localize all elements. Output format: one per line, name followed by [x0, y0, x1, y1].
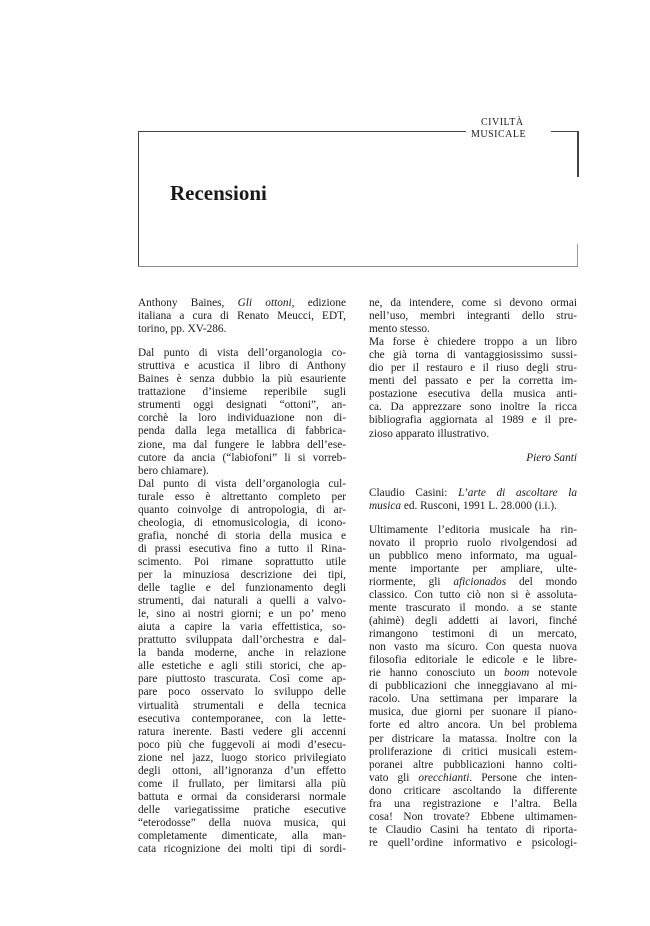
- text-line: pare piuttosto trascurata. Così come ap-: [138, 673, 346, 686]
- text-line: strumenti oggi designati “ottoni”, an-: [138, 399, 346, 412]
- text-line: degli ottoni, all’ignoranza d’un effetto: [138, 764, 346, 777]
- text-line: alle estetiche e agli stili storici, che ap-: [138, 660, 346, 673]
- text-line: cata ricognizione dei molti tipi di sordi-: [138, 843, 346, 856]
- page-title: Recensioni: [170, 181, 267, 205]
- text-line: zione nel jazz, luogo storico privilegiato: [138, 751, 346, 764]
- text-line: delle variegatissime pratiche esecutive: [138, 803, 346, 816]
- text-line: bero chiamare).: [138, 464, 209, 477]
- text-line: ca. Da apprezzare sono inoltre la ricca: [369, 401, 577, 414]
- text-line: mente trascurato il mondo. a se stante: [369, 602, 577, 614]
- text-line: proliferazione di critici musicali estem-: [369, 745, 577, 758]
- text-line: forte ed altro ancora. Un bel problema: [369, 719, 577, 732]
- text-line: mento stesso.: [369, 323, 430, 336]
- header-rule-top-left: [138, 131, 466, 132]
- text-line: Anthony Baines, Gli ottoni, edizione: [138, 297, 346, 309]
- text-line: scimento. Poi rimane soprattutto utile: [138, 555, 346, 568]
- text-line: strumenti, dai naturali a quelli a valvo-: [138, 595, 346, 608]
- header-rule-right-lower: [577, 244, 578, 266]
- text-line: ratura inerente. Basti vedere gli accenni: [138, 725, 346, 738]
- text-line: pare poco osservato lo sviluppo delle: [138, 686, 346, 699]
- text-line: Piero Santi: [526, 451, 577, 464]
- text-line: fra una registrazione e l’altra. Bella: [369, 797, 577, 810]
- text-line: Dal punto di vista dell’organologia co-: [138, 347, 346, 360]
- text-line: che già torna di vantaggiosissimo sussi-: [369, 349, 577, 362]
- text-line: poco più che fuggevoli ai modi d’esecu-: [138, 738, 346, 751]
- text-line: mente importante per ampliare, ulte-: [369, 562, 577, 575]
- text-line: re quell’ordine informativo e psicologi-: [369, 836, 577, 849]
- text-line: battuta e ormai da considerarsi normale: [138, 790, 346, 803]
- text-line: cheologia, di etnomusicologia, di icono-: [138, 516, 346, 529]
- text-line: Baines è senza dubbio la più esauriente: [138, 373, 346, 386]
- text-line: racolo. Una settimana per imparare la: [369, 693, 577, 706]
- text-line: penda dalla lega metallica di fabbrica-: [138, 425, 346, 438]
- text-line: prattutto sviluppata dall’orchestra e dal-: [138, 634, 346, 647]
- text-line: esecutiva contemporanee, con la lette-: [138, 712, 346, 725]
- text-line: non vasto ma sicuro. Con questa nuova: [369, 641, 577, 654]
- text-line: per la minuziosa descrizione dei tipi,: [138, 569, 346, 581]
- text-line: cutore da ancia (“labiofoni” li si vorreb-: [138, 451, 346, 464]
- text-line: dono criticare ascoltando la differente: [369, 784, 577, 797]
- text-line: dio per il restauro e il riuso degli stru-: [369, 362, 577, 375]
- header-rule-top-right: [551, 131, 578, 132]
- header-rule-bottom: [138, 266, 578, 267]
- text-line: le, sino ai nostri giorni; e un po’ meno: [138, 608, 346, 621]
- text-line: come il frullato, per limitarsi alla più: [138, 777, 346, 790]
- text-line: nell’uso, membri integranti dello stru-: [369, 310, 577, 323]
- text-line: struttiva e acustica il libro di Anthony: [138, 360, 346, 373]
- header-rule-right: [577, 131, 579, 177]
- text-line: di prassi esecutiva fino a tutto il Rina-: [138, 542, 346, 555]
- text-line: torino, pp. XV-286.: [138, 323, 227, 336]
- text-line: corchè la loro individuazione non di-: [138, 412, 346, 425]
- text-line: turale esso è altrettanto completo per: [138, 490, 346, 503]
- text-line: ne, da intendere, come si devono ormai: [369, 297, 577, 309]
- text-line: la banda moderne, anche in relazione: [138, 647, 346, 660]
- text-line: grafia, nonché di storia della musica e: [138, 529, 346, 542]
- text-line: virtualità strumentali e della tecnica: [138, 699, 346, 712]
- text-line: di pubblicazioni che inneggiavano al mi-: [369, 680, 577, 693]
- text-line: per districare la matassa. Inoltre con la: [369, 732, 577, 745]
- text-line: musica, due giorni per suonare il piano-: [369, 706, 577, 719]
- text-line: rimangono testimoni di un mercato,: [369, 628, 577, 641]
- header-rule-left: [138, 131, 139, 266]
- text-line: bibliografia aggiornata al 1989 e il pre-: [369, 414, 577, 427]
- text-line: delle taglie e del funzionamento degli: [138, 582, 346, 595]
- text-line: riormente, gli aficionados del mondo: [369, 575, 577, 588]
- text-line: aiuta a capire la varia effettistica, so-: [138, 621, 346, 634]
- text-line: “eterodosse” della nuova musica, qui: [138, 816, 346, 829]
- text-line: filosofia editoriale le edicole e le libre-: [369, 654, 577, 667]
- text-line: poranei altre pubblicazioni hanno colti-: [369, 758, 577, 771]
- text-line: novato il proprio ruolo rivolgendosi ad: [369, 536, 577, 549]
- text-line: zioso apparato illustrativo.: [369, 427, 490, 440]
- text-line: trattazione d’insieme reperibile sugli: [138, 386, 346, 399]
- text-line: Ma forse è chiedere troppo a un libro: [369, 336, 577, 349]
- text-line: (ahimè) degli addetti ai lavori, finché: [369, 615, 577, 628]
- text-line: un pubblico meno informato, ma ugual-: [369, 549, 577, 562]
- text-line: te Claudio Casini ha tentato di riporta-: [369, 823, 577, 836]
- section-label-line2: MUSICALE: [471, 129, 527, 140]
- text-line: vato gli orecchianti. Persone che inten-: [369, 771, 578, 784]
- text-line: classico. Con tutto ciò non si è assoluta-: [369, 588, 577, 601]
- text-line: quanto coinvolge di antropologia, di ar-: [138, 503, 346, 516]
- text-line: Dal punto di vista dell’organologia cul-: [138, 477, 346, 490]
- text-line: cosa! Non trovate? Ebbene ultimamen-: [369, 810, 577, 823]
- text-line: postazione esecutiva della musica anti-: [369, 388, 577, 401]
- section-label-line1: CIVILTÀ: [481, 117, 524, 128]
- text-line: zione, ma dal fungere le labbra dell’ese-: [138, 438, 346, 451]
- text-line: menti del passato e per la corretta im-: [369, 375, 577, 388]
- text-line: musica ed. Rusconi, 1991 L. 28.000 (i.i.).: [369, 499, 557, 512]
- text-line: Claudio Casini: L’arte di ascoltare la: [369, 486, 577, 499]
- text-line: rie hanno conosciuto un boom notevole: [369, 667, 577, 680]
- text-line: Ultimamente l’editoria musicale ha rin-: [369, 523, 577, 536]
- text-line: italiana a cura di Renato Meucci, EDT,: [138, 310, 346, 323]
- text-line: completamente dimenticate, alla man-: [138, 830, 346, 842]
